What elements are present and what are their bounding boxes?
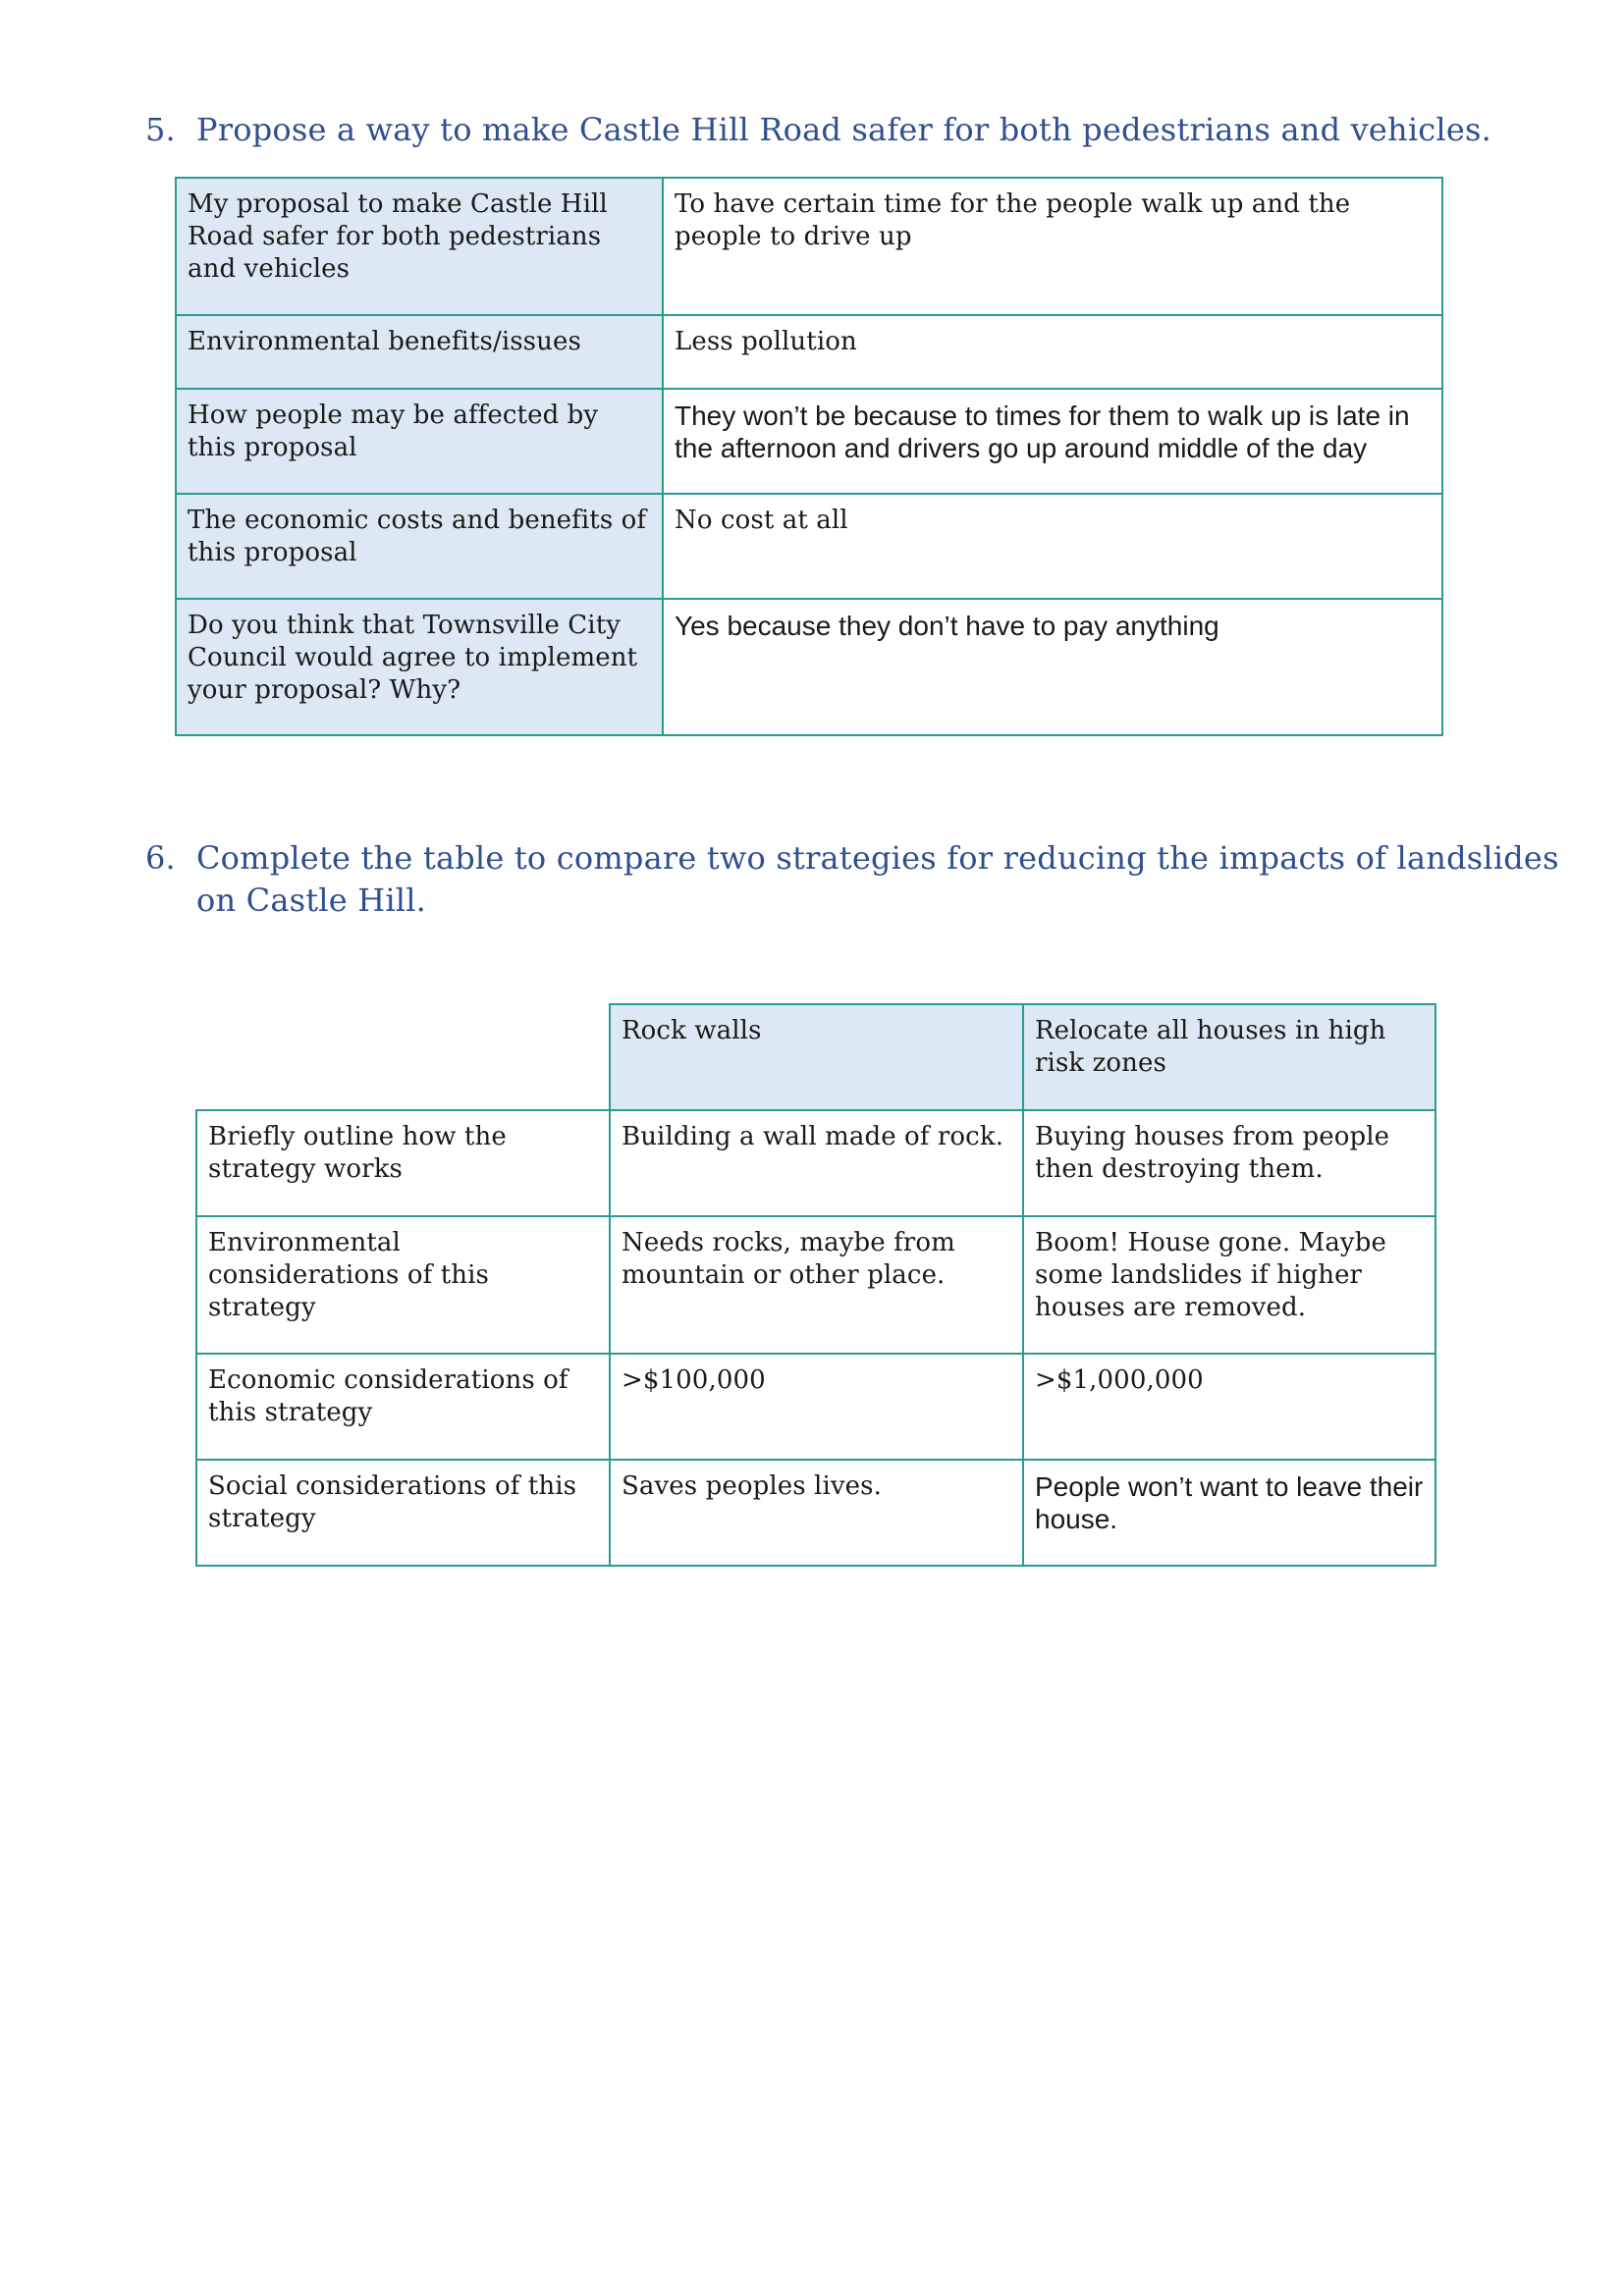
table-row bbox=[196, 1354, 1435, 1460]
answer-cell[interactable]: >$1,000,000 bbox=[1023, 1354, 1435, 1460]
strategy-comparison-table bbox=[195, 1003, 1436, 1567]
question-6-text: Complete the table to compare two strategies for reducing the impacts of landslides on Castle Hill. bbox=[196, 839, 1559, 919]
proposal-table bbox=[175, 177, 1443, 736]
table-row bbox=[176, 178, 1442, 315]
row-label: Economic considerations of this strategy bbox=[196, 1354, 610, 1460]
answer-cell[interactable]: Less pollution bbox=[663, 315, 1442, 389]
row-label: Do you think that Townsville City Council would agree to implement your proposal? Why? bbox=[176, 599, 663, 735]
question-5-heading bbox=[145, 109, 1559, 151]
question-5-text: Propose a way to make Castle Hill Road safer for both pedestrians and vehicles. bbox=[196, 111, 1491, 148]
row-label: Environmental considerations of this strategy bbox=[196, 1216, 610, 1354]
column-header-rock-walls: Rock walls bbox=[610, 1004, 1023, 1110]
table-header-row bbox=[196, 1004, 1435, 1110]
table-row bbox=[196, 1216, 1435, 1354]
table-row bbox=[176, 389, 1442, 494]
column-header-relocate-houses: Relocate all houses in high risk zones bbox=[1023, 1004, 1435, 1110]
answer-cell[interactable]: Building a wall made of rock. bbox=[610, 1110, 1023, 1216]
row-label: Environmental benefits/issues bbox=[176, 315, 663, 389]
answer-cell[interactable]: >$100,000 bbox=[610, 1354, 1023, 1460]
answer-cell[interactable]: Buying houses from people then destroying them. bbox=[1023, 1110, 1435, 1216]
row-label: The economic costs and benefits of this proposal bbox=[176, 494, 663, 599]
answer-cell[interactable]: To have certain time for the people walk up and the people to drive up bbox=[663, 178, 1442, 315]
answer-cell[interactable]: No cost at all bbox=[663, 494, 1442, 599]
table-row bbox=[196, 1460, 1435, 1566]
table-row bbox=[176, 315, 1442, 389]
question-5-number: 5. bbox=[145, 111, 176, 148]
answer-cell[interactable]: Boom! House gone. Maybe some landslides if higher houses are removed. bbox=[1023, 1216, 1435, 1354]
question-6-heading bbox=[145, 837, 1559, 922]
table-row bbox=[196, 1110, 1435, 1216]
empty-corner-cell bbox=[196, 1004, 610, 1110]
table-row bbox=[176, 599, 1442, 735]
answer-cell[interactable]: Needs rocks, maybe from mountain or other place. bbox=[610, 1216, 1023, 1354]
answer-cell[interactable]: Saves peoples lives. bbox=[610, 1460, 1023, 1566]
table-row bbox=[176, 494, 1442, 599]
answer-cell[interactable]: Yes because they don’t have to pay anything bbox=[663, 599, 1442, 735]
answer-cell[interactable]: People won’t want to leave their house. bbox=[1023, 1460, 1435, 1566]
question-6-number: 6. bbox=[145, 839, 176, 877]
row-label: Briefly outline how the strategy works bbox=[196, 1110, 610, 1216]
row-label: How people may be affected by this proposal bbox=[176, 389, 663, 494]
row-label: Social considerations of this strategy bbox=[196, 1460, 610, 1566]
row-label: My proposal to make Castle Hill Road safer for both pedestrians and vehicles bbox=[176, 178, 663, 315]
answer-cell[interactable]: They won’t be because to times for them to walk up is late in the afternoon and drivers go up around middle of the day bbox=[663, 389, 1442, 494]
